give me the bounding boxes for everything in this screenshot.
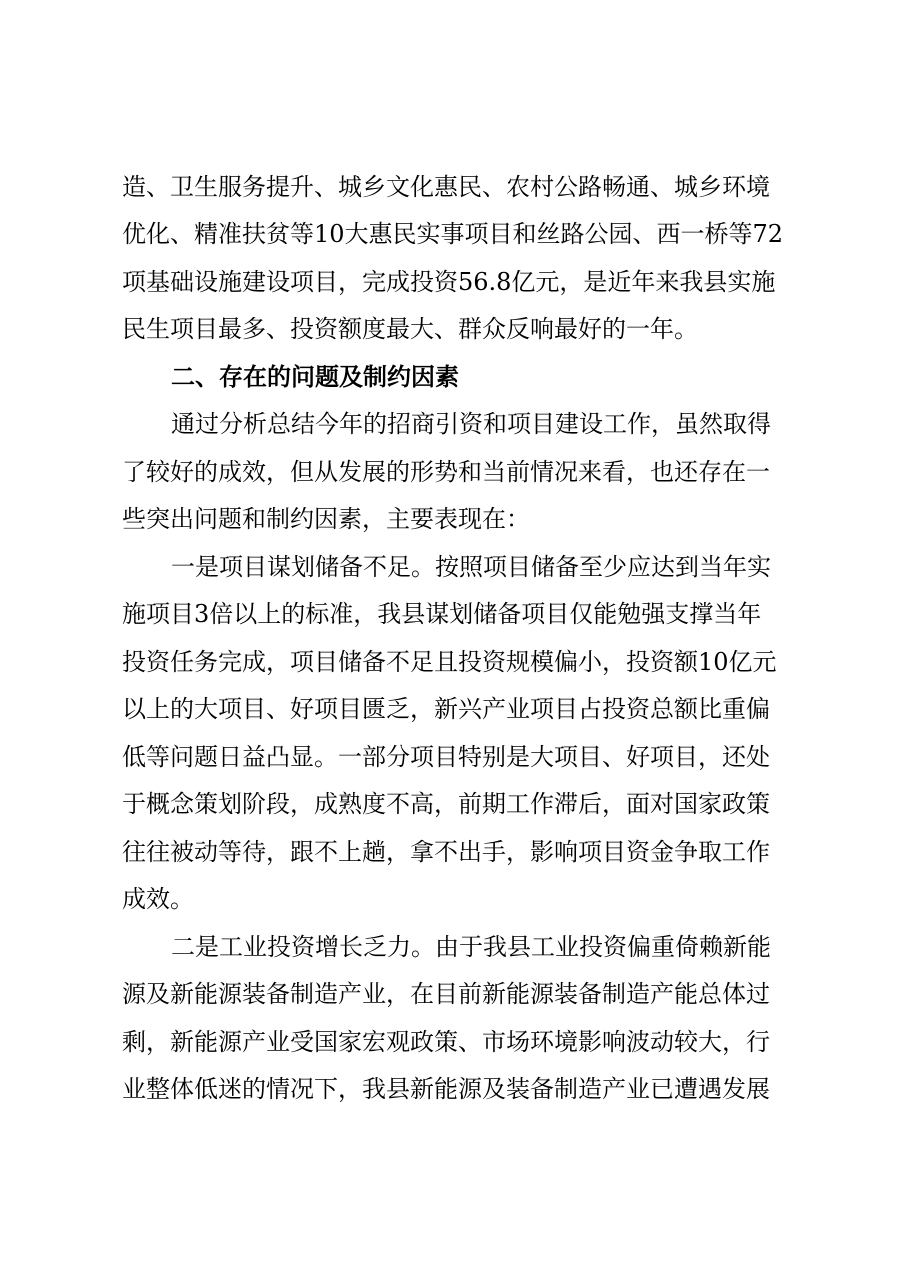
line-text: 业整体低迷的情况下，我县新能源及装备制造产业已遭遇发展 [122,1075,770,1103]
text-line [0,969,909,1019]
line-text: 些突出问题和制约因素，主要表现在： [122,505,530,533]
line-text: 以上的大项目、好项目匮乏，新兴产业项目占投资总额比重偏 [122,695,770,723]
text-line [0,209,909,259]
line-text: 源及新能源装备制造产业，在目前新能源装备制造产能总体过 [122,980,770,1008]
line-text: 了较好的成效，但从发展的形势和当前情况来看，也还存在一 [122,458,770,486]
text-line [0,732,909,782]
line-text: 一是项目谋划储备不足。按照项目储备至少应达到当年实 [171,553,771,581]
line-text: 民生项目最多、投资额度最大、群众反响最好的一年。 [122,315,698,343]
text-line [0,257,909,307]
text-line [0,494,909,544]
text-line [0,589,909,639]
text-line [0,162,909,212]
text-line [0,922,909,972]
text-line [0,874,909,924]
text-line [0,779,909,829]
text-line [0,542,909,592]
section-heading-text: 二、存在的问题及制约因素 [171,363,459,391]
line-text: 投资任务完成，项目储备不足且投资规模偏小，投资额10亿元 [122,648,777,676]
line-text: 往往被动等待，跟不上趟，拿不出手，影响项目资金争取工作 [122,838,770,866]
text-line [0,1064,909,1114]
text-line [0,827,909,877]
text-line [0,399,909,449]
line-text: 于概念策划阶段，成熟度不高，前期工作滞后，面对国家政策 [122,790,770,818]
line-text: 剩，新能源产业受国家宏观政策、市场环境影响波动较大，行 [122,1028,770,1056]
section-heading [0,352,909,402]
text-line [0,447,909,497]
text-line [0,304,909,354]
text-line [0,684,909,734]
line-text: 成效。 [122,885,194,913]
line-text: 项基础设施建设项目，完成投资56.8亿元，是近年来我县实施 [122,268,776,296]
text-line [0,1017,909,1067]
line-text: 二是工业投资增长乏力。由于我县工业投资偏重倚赖新能 [171,933,771,961]
line-text: 造、卫生服务提升、城乡文化惠民、农村公路畅通、城乡环境 [122,173,770,201]
line-text: 低等问题日益凸显。一部分项目特别是大项目、好项目，还处 [122,743,770,771]
line-text: 施项目3倍以上的标准，我县谋划储备项目仅能勉强支撑当年 [122,600,762,628]
line-text: 优化、精准扶贫等10大惠民实事项目和丝路公园、西一桥等72 [122,220,784,248]
text-line [0,637,909,687]
line-text: 通过分析总结今年的招商引资和项目建设工作，虽然取得 [171,410,771,438]
